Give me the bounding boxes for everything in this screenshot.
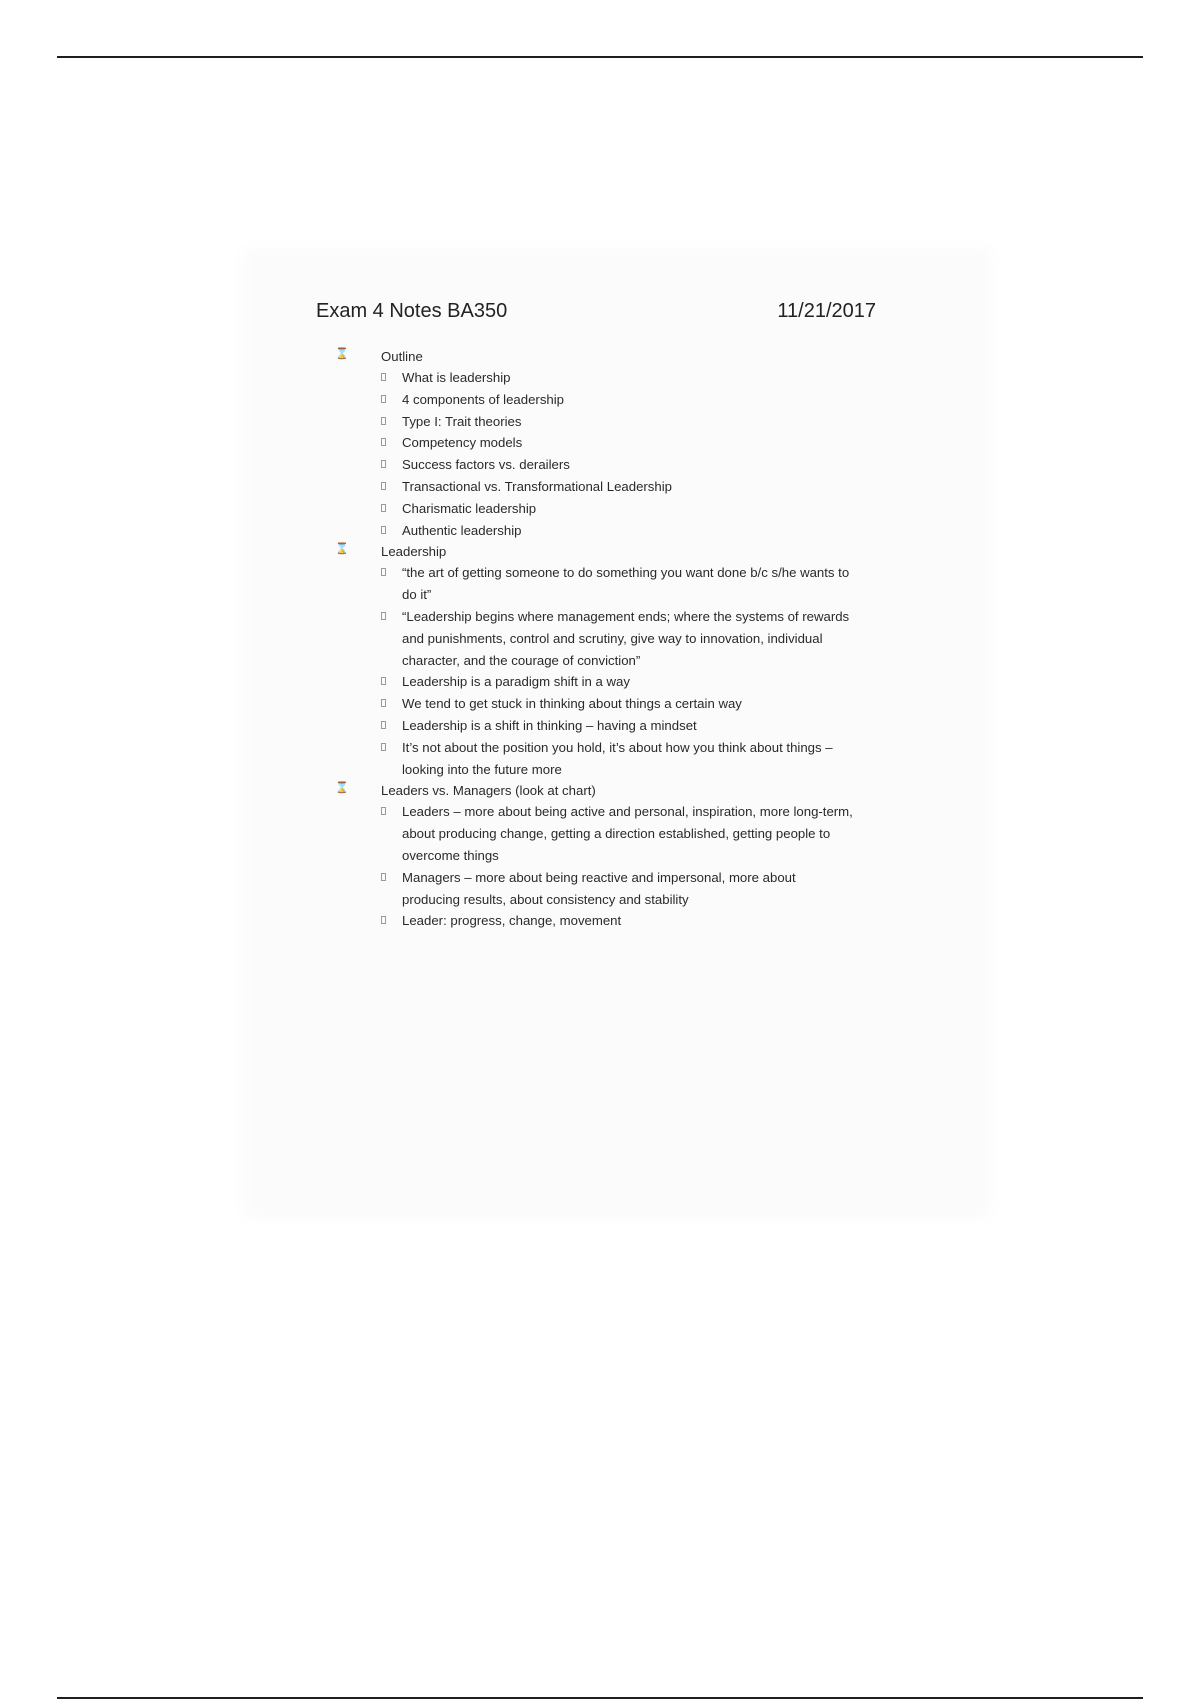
list-item-text: Leaders – more about being active and personal, inspiration, more long-term, about producing change, getting a direction established, getting people to overcome things xyxy=(402,804,853,863)
list-item-text: Leadership is a shift in thinking – having a mindset xyxy=(402,717,697,733)
sub-bullet-icon xyxy=(381,873,386,881)
document-date: 11/21/2017 xyxy=(777,300,876,322)
section-bullet-icon: ⌛ xyxy=(335,781,349,795)
sub-bullet-icon xyxy=(381,373,386,381)
list-item xyxy=(381,606,853,671)
document-title: Exam 4 Notes BA350 xyxy=(316,300,508,322)
list-item-text: We tend to get stuck in thinking about things a certain way xyxy=(402,696,742,712)
list-item-text: Charismatic leadership xyxy=(402,500,537,516)
list-item-text: Authentic leadership xyxy=(402,522,522,538)
sub-bullet-icon xyxy=(381,460,386,468)
list-item xyxy=(381,432,853,454)
list-item-text: Leadership is a paradigm shift in a way xyxy=(402,674,630,690)
list-item xyxy=(381,737,853,781)
sub-bullet-icon xyxy=(381,807,386,815)
list-item xyxy=(381,476,853,498)
sub-bullet-icon xyxy=(381,721,386,729)
section-bullet-icon: ⌛ xyxy=(335,542,349,556)
list-item xyxy=(381,520,853,542)
list-item-text: Competency models xyxy=(402,435,523,451)
sub-bullet-icon xyxy=(381,568,386,576)
sub-bullet-icon xyxy=(381,504,386,512)
list-item xyxy=(381,715,853,737)
notes-section xyxy=(333,780,853,932)
sub-bullet-icon xyxy=(381,916,386,924)
list-item xyxy=(381,389,853,411)
sub-list xyxy=(381,367,853,541)
sub-bullet-icon xyxy=(381,438,386,446)
sub-bullet-icon xyxy=(381,699,386,707)
sub-list xyxy=(381,801,853,932)
list-item-text: Leader: progress, change, movement xyxy=(402,913,622,929)
list-item-text: What is leadership xyxy=(402,370,511,385)
list-item xyxy=(381,801,853,866)
list-item-text: Transactional vs. Transformational Leadership xyxy=(402,478,672,494)
list-item-text: “the art of getting someone to do something you want done b/c s/he wants to do it” xyxy=(402,565,850,603)
section-title: Outline xyxy=(381,349,423,364)
list-item-text: Type I: Trait theories xyxy=(402,413,522,429)
sub-list xyxy=(381,562,853,780)
list-item xyxy=(381,454,853,476)
list-item-text: Success factors vs. derailers xyxy=(402,457,570,473)
list-item-text: It’s not about the position you hold, it’s about how you think about things – looking into the future more xyxy=(402,739,833,777)
sub-bullet-icon xyxy=(381,612,386,620)
sub-bullet-icon xyxy=(381,743,386,751)
section-title: Leaders vs. Managers (look at chart) xyxy=(381,783,596,799)
section-title: Leadership xyxy=(381,544,447,560)
list-item xyxy=(381,867,853,911)
top-divider xyxy=(57,56,1143,58)
sub-bullet-icon xyxy=(381,526,386,534)
notes-outline xyxy=(333,346,853,932)
list-item xyxy=(381,411,853,433)
list-item-text: “Leadership begins where management ends; where the systems of rewards and punishments, control and scrutiny, give way to innovation, individual character, and the courage of conviction” xyxy=(402,608,850,668)
list-item xyxy=(381,910,853,932)
list-item-text: Managers – more about being reactive and impersonal, more about producing results, about consistency and stability xyxy=(402,869,796,907)
sub-bullet-icon xyxy=(381,482,386,490)
list-item xyxy=(381,367,853,389)
list-item xyxy=(381,498,853,520)
sub-bullet-icon xyxy=(381,395,386,403)
section-bullet-icon: ⌛ xyxy=(335,347,349,360)
sub-bullet-icon xyxy=(381,677,386,685)
bottom-divider xyxy=(57,1697,1143,1699)
notes-section xyxy=(333,541,853,780)
list-item xyxy=(381,562,853,606)
list-item xyxy=(381,693,853,715)
document-header xyxy=(316,300,876,330)
sub-bullet-icon xyxy=(381,417,386,425)
list-item-text: 4 components of leadership xyxy=(402,391,565,407)
list-item xyxy=(381,671,853,693)
notes-section xyxy=(333,346,853,541)
